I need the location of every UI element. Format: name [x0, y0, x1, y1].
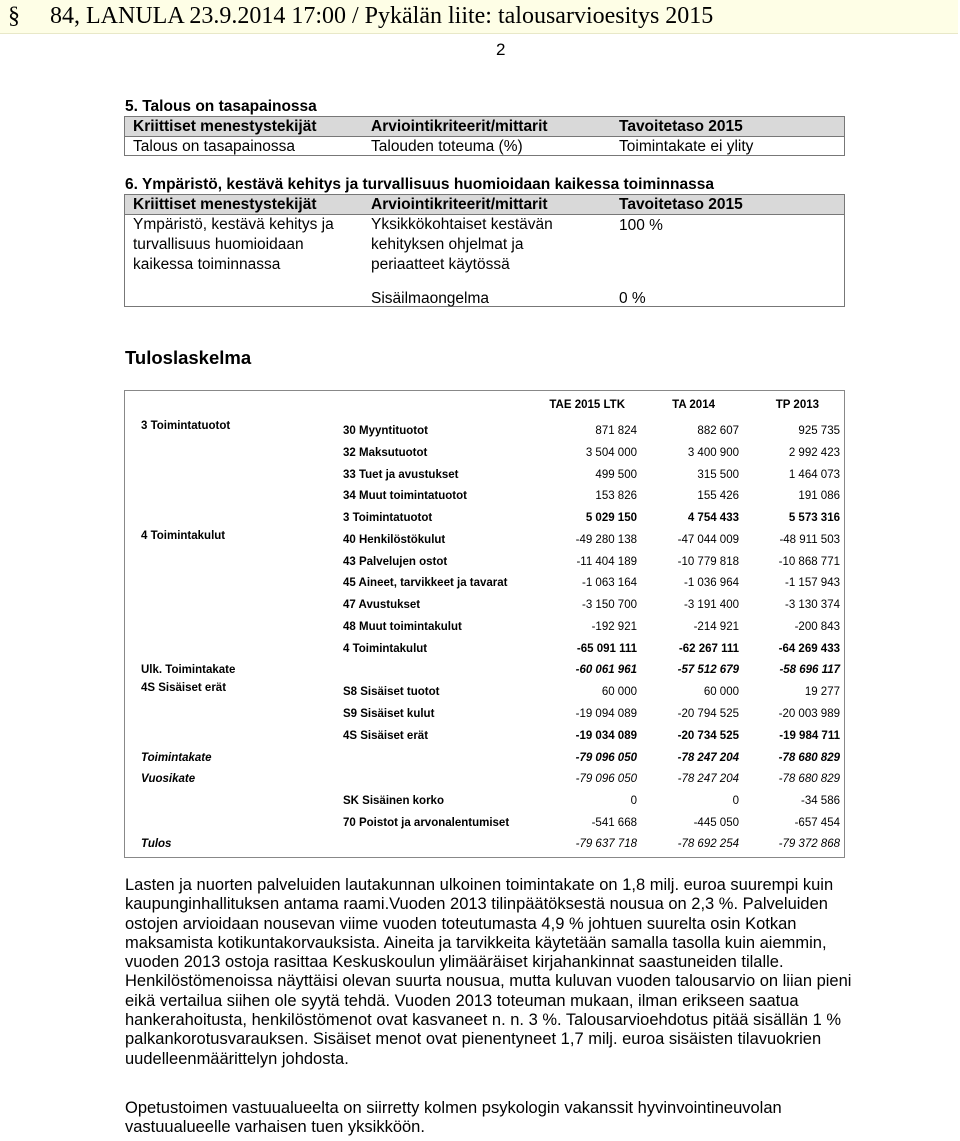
row-value: 4 754 433 — [687, 512, 739, 524]
row-label-sisainen-korko: SK Sisäinen korko — [343, 795, 444, 807]
row-value: -200 843 — [794, 621, 840, 633]
page-number: 2 — [496, 40, 506, 59]
row-value: -541 668 — [591, 817, 637, 829]
col-header-tae2015: TAE 2015 LTK — [549, 399, 625, 411]
row-label-muut-toimintakulut: 48 Muut toimintakulut — [343, 621, 462, 633]
row-value: -1 063 164 — [582, 577, 637, 589]
row-label-palvelujen-ostot: 43 Palvelujen ostot — [343, 556, 448, 568]
row-value: 3 504 000 — [585, 447, 637, 459]
row-value: -1 157 943 — [785, 577, 840, 589]
row-value: -62 267 111 — [678, 643, 739, 655]
row-value: -3 191 400 — [684, 599, 739, 611]
row-value: -192 921 — [591, 621, 637, 633]
row-value: 2 992 423 — [788, 447, 840, 459]
row-value: -58 696 117 — [779, 664, 840, 676]
row-value: 3 400 900 — [687, 447, 739, 459]
row-value: 5 573 316 — [788, 512, 840, 524]
row-label-sisaiset-kulut: S9 Sisäiset kulut — [343, 708, 435, 720]
row-value: 871 824 — [595, 425, 637, 437]
income-statement-table — [124, 390, 845, 858]
row-value: 0 — [630, 795, 637, 807]
row-value: -78 680 829 — [778, 773, 840, 785]
document-header — [0, 0, 960, 34]
col-header-ta2014: TA 2014 — [672, 399, 715, 411]
row-value: -657 454 — [794, 817, 840, 829]
row-value: 191 086 — [798, 490, 840, 502]
body-paragraph-2: Opetustoimen vastuualueelta on siirretty kolmen psykologin vakanssit hyvinvointineuvolan vastuualueelle varhaisen tuen yksikköön. — [125, 1099, 782, 1137]
row-value: -79 637 718 — [575, 838, 637, 850]
goal6-title: 6. Ympäristö, kestävä kehitys ja turvallisuus huomioidaan kaikessa toiminnassa — [125, 176, 714, 193]
row-label-myyntituotot: 30 Myyntituotot — [343, 425, 428, 437]
goal6-col-critical: Kriittiset menestystekijät — [133, 196, 317, 213]
row-value: -49 280 138 — [575, 534, 637, 546]
goal5-col-critical: Kriittiset menestystekijät — [133, 118, 317, 135]
row-value: 19 277 — [804, 686, 840, 698]
row-value: -57 512 679 — [677, 664, 739, 676]
row-value: -19 094 089 — [575, 708, 637, 720]
body-paragraph-1: Lasten ja nuorten palveluiden lautakunnan ulkoinen toimintakate on 1,8 milj. euroa suurempi kuin kaupunginhallituksen antama raami.Vuoden 2013 tilinpäätöksestä nousua on 2,3 %. Palveluiden ostojen arvioidaan nousevan viime vuoden toteutumasta 4,9 % johtuen suurelta osin Kotkan maksamista kotikuntakorvauksista. Aineita ja tarvikkeita käytetään samalla tasolla kuin aiemmin, vuoden 2013 ostoja rasittaa Keskuskoulun ylimääräiset kirjahankinnat saastuneiden tilalle. Henkilöstömenoissa näyttäisi olevan suurta nousua, mutta kuluvan vuoden talousarvio on liian pieni eikä vertailua siihen ole syytä tehdä. Vuoden 2013 toteuman mukaan, ilman erikseen saatua hankerahoitusta, henkilöstömenot ovat kasvaneet n. n. 3 %. Talousarvioehdotus pitää sisällän 1 % palkankorotusvarauksen. Sisäiset menot ovat pienentyneet 1,7 milj. euroa sisäisten tilavuokrien uudelleenmäärittelyn johdosta. — [125, 876, 852, 1068]
row-value: 315 500 — [697, 469, 739, 481]
row-label-ulk-toimintakate: Ulk. Toimintakate — [141, 664, 236, 676]
row-value: -48 911 503 — [779, 534, 840, 546]
row-label-henkilostokulut: 40 Henkilöstökulut — [343, 534, 446, 546]
row-value: 5 029 150 — [585, 512, 637, 524]
goal6-cell-criteria: Yksikkökohtaiset kestävän kehityksen ohjelmat ja periaatteet käytössä — [371, 216, 553, 273]
row-value: 155 426 — [697, 490, 739, 502]
goal6-cell-target: 100 % — [619, 217, 663, 234]
row-label-poistot: 70 Poistot ja arvonalentumiset — [343, 817, 510, 829]
row-value: -47 044 009 — [677, 534, 739, 546]
row-value: -65 091 111 — [576, 643, 637, 655]
row-value: -78 247 204 — [677, 773, 739, 785]
row-value: -79 096 050 — [575, 752, 637, 764]
row-value: -214 921 — [693, 621, 739, 633]
row-label-sisaiset-erat-total: 4S Sisäiset erät — [343, 730, 429, 742]
row-value: -3 130 374 — [785, 599, 840, 611]
row-label-maksutuotot: 32 Maksutuotot — [343, 447, 428, 459]
goal6-cell-criteria-2: Sisäilmaongelma — [371, 290, 490, 307]
row-value: -11 404 189 — [576, 556, 637, 568]
group-label-toimintakulut: 4 Toimintakulut — [141, 530, 226, 542]
row-value: -20 003 989 — [778, 708, 840, 720]
row-value: -445 050 — [693, 817, 739, 829]
row-value: -10 868 771 — [778, 556, 840, 568]
row-value: -60 061 961 — [575, 664, 637, 676]
col-header-tp2013: TP 2013 — [775, 399, 819, 411]
row-value: -20 734 525 — [677, 730, 739, 742]
group-label-sisaiset-erat: 4S Sisäiset erät — [141, 682, 227, 694]
goal5-col-criteria: Arviointikriteerit/mittarit — [371, 118, 548, 135]
row-value: -64 269 433 — [778, 643, 840, 655]
row-value: -1 036 964 — [684, 577, 739, 589]
goal6-cell-factor: Ympäristö, kestävä kehitys ja turvallisuus huomioidaan kaikessa toiminnassa — [133, 216, 334, 273]
goal5-cell-target: Toimintakate ei ylity — [619, 138, 754, 155]
row-label-vuosikate: Vuosikate — [141, 773, 196, 785]
goal6-cell-target-2: 0 % — [619, 290, 646, 307]
row-label-toimintatuotot-total: 3 Toimintatuotot — [343, 512, 433, 524]
goal5-cell-criteria: Talouden toteuma (%) — [371, 138, 523, 155]
row-label-sisaiset-tuotot: S8 Sisäiset tuotot — [343, 686, 440, 698]
section-mark-icon: § — [8, 3, 20, 29]
row-value: -79 372 868 — [778, 838, 840, 850]
row-value: -3 150 700 — [582, 599, 637, 611]
row-value: -78 247 204 — [677, 752, 739, 764]
row-value: 925 735 — [798, 425, 840, 437]
row-value: 60 000 — [703, 686, 739, 698]
group-label-toimintatuotot: 3 Toimintatuotot — [141, 420, 231, 432]
row-label-tulos: Tulos — [141, 838, 172, 850]
row-value: 60 000 — [601, 686, 637, 698]
row-value: -34 586 — [800, 795, 840, 807]
row-label-toimintakulut-total: 4 Toimintakulut — [343, 643, 428, 655]
row-value: -19 034 089 — [575, 730, 637, 742]
row-value: 882 607 — [697, 425, 739, 437]
row-value: -19 984 711 — [779, 730, 840, 742]
row-value: -10 779 818 — [677, 556, 739, 568]
goal6-col-target: Tavoitetaso 2015 — [619, 196, 743, 213]
goal5-table — [124, 116, 845, 156]
row-label-avustukset: 47 Avustukset — [343, 599, 421, 611]
goal6-table — [124, 194, 845, 307]
row-value: 499 500 — [595, 469, 637, 481]
row-value: -78 680 829 — [778, 752, 840, 764]
row-value: -79 096 050 — [575, 773, 637, 785]
header-title: 84, LANULA 23.9.2014 17:00 / Pykälän liite: talousarvioesitys 2015 — [50, 3, 714, 29]
row-value: -78 692 254 — [677, 838, 739, 850]
row-label-aineet: 45 Aineet, tarvikkeet ja tavarat — [343, 577, 508, 589]
income-statement-heading: Tuloslaskelma — [125, 347, 252, 368]
row-value: 153 826 — [595, 490, 637, 502]
row-value: 1 464 073 — [788, 469, 840, 481]
goal5-title: 5. Talous on tasapainossa — [125, 98, 317, 115]
row-value: 0 — [732, 795, 739, 807]
row-label-toimintakate: Toimintakate — [141, 752, 212, 764]
row-value: -20 794 525 — [677, 708, 739, 720]
goal5-col-target: Tavoitetaso 2015 — [619, 118, 743, 135]
row-label-tuet: 33 Tuet ja avustukset — [343, 469, 459, 481]
goal5-cell-factor: Talous on tasapainossa — [133, 138, 296, 155]
goal6-col-criteria: Arviointikriteerit/mittarit — [371, 196, 548, 213]
row-label-muut-toimintatuotot: 34 Muut toimintatuotot — [343, 490, 467, 502]
